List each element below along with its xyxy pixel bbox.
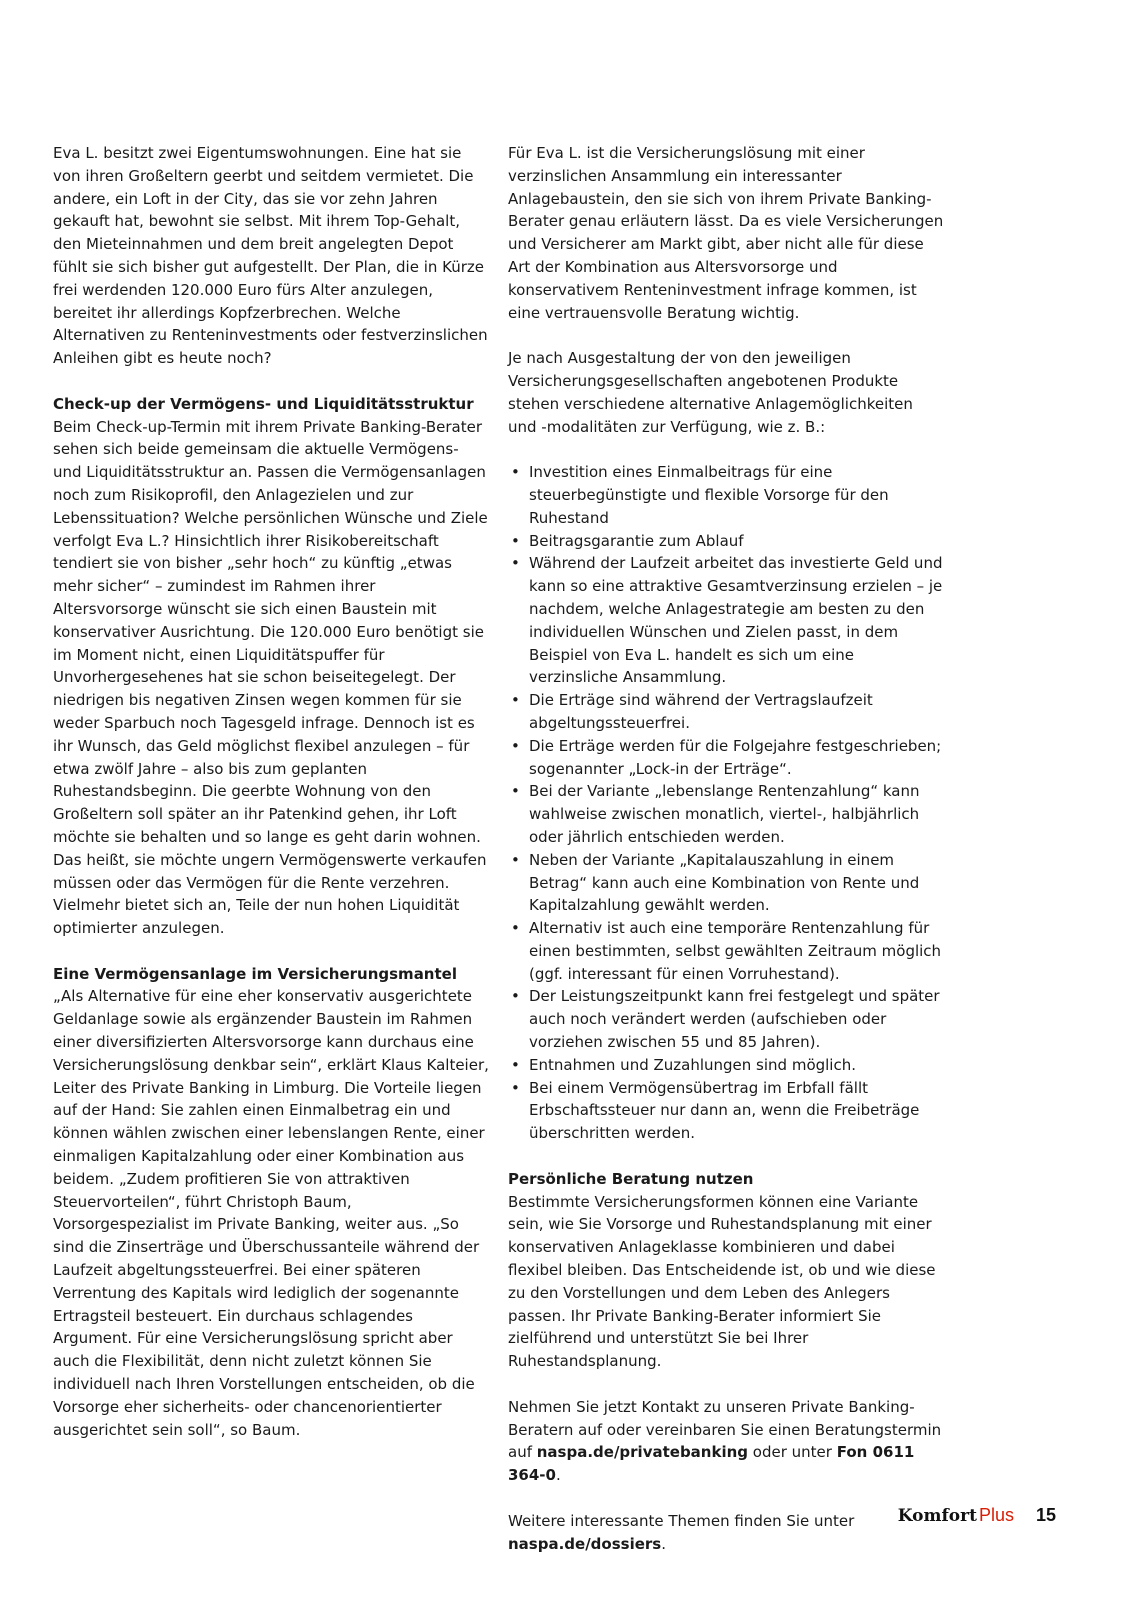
beratung-paragraph: Bestimmte Versicherungsformen können eine Variante sein, wie Sie Vorsorge und Ruhestandsplanung mit einer konservativen Anlageklasse kombinieren und dabei flexibel bleiben. Das Entscheidende ist, ob und wie diese zu den Vorstellungen und dem Leben des Anlegers passen. Ihr Private Banking-Berater informiert Sie zielführend und unterstützt Sie bei Ihrer Ruhestandsplanung. xyxy=(508,1192,936,1371)
contact-text: Nehmen Sie jetzt Kontakt zu unseren Private Banking-Beratern auf oder vereinbaren Sie einen Beratungstermin auf xyxy=(508,1397,942,1462)
brand-plus: Plus xyxy=(978,1505,1014,1525)
list-item: • Investition eines Einmalbeitrags für eine steuerbegünstigte und flexible Vorsorge für den Ruhestand xyxy=(508,461,944,529)
section-heading-versicherungsmantel: Eine Vermögensanlage im Versicherungsmantel xyxy=(53,964,457,983)
more-topics-text: Weitere interessante Themen finden Sie unter xyxy=(508,1511,855,1530)
section-heading-checkup: Check-up der Vermögens- und Liquiditätsstruktur xyxy=(53,394,474,413)
versicherungsmantel-paragraph: „Als Alternative für eine eher konservativ ausgerichtete Geldanlage sowie als ergänzender Baustein im Rahmen einer diversifizierten Altersvorsorge kann durchaus eine Versicherungslösung denkbar sein“, erklärt Klaus Kalteier, Leiter des Private Banking in Limburg. Die Vorteile liegen auf der Hand: Sie zahlen einen Einmalbetrag ein und können wählen zwischen einer lebenslangen Rente, einer einmaligen Kapitalzahlung oder einer Kombination aus beidem. „Zudem profitieren Sie von attraktiven Steuervorteilen“, führt Christoph Baum, Vorsorgespezialist im Private Banking, weiter aus. „So sind die Zinserträge und Überschussanteile während der Laufzeit abgeltungssteuerfrei. Bei einer späteren Verrentung des Kapitals wird lediglich der sogenannte Ertragsteil besteuert. Ein durchaus schlagendes Argument. Für eine Versicherungslösung spricht aber auch die Flexibilität, denn nicht zuletzt können Sie individuell nach Ihren Vorstellungen entscheiden, ob die Vorsorge eher sicherheits- oder chancenorientierter ausgerichtet sein soll“, so Baum. xyxy=(53,987,489,1439)
list-item: • Bei einem Vermögensübertrag im Erbfall fällt Erbschaftssteuer nur dann an, wenn die Freibeträge überschritten werden. xyxy=(508,1077,944,1145)
list-item: • Während der Laufzeit arbeitet das investierte Geld und kann so eine attraktive Gesamtverzinsung erzielen – je nachdem, welche Anlagestrategie am besten zu den individuellen Wünschen und Zielen passt, in dem Beispiel von Eva L. handelt es sich um eine verzinsliche Ansammlung. xyxy=(508,552,944,689)
brand-komfort: Komfort xyxy=(897,1506,977,1526)
list-item: • Der Leistungszeitpunkt kann frei festgelegt und später auch noch verändert werden (aufschieben oder vorziehen zwischen 55 und 85 Jahren). xyxy=(508,985,944,1053)
list-item: • Alternativ ist auch eine temporäre Rentenzahlung für einen bestimmten, selbst gewählten Zeitraum möglich (ggf. interessant für einen Vorruhestand). xyxy=(508,917,944,985)
right-column xyxy=(508,142,944,1555)
contact-text: oder unter xyxy=(748,1443,837,1462)
contact-paragraph xyxy=(508,1396,944,1487)
eva-paragraph: Für Eva L. ist die Versicherungslösung mit einer verzinslichen Ansammlung ein interessanter Anlagebaustein, den sie sich von ihrem Private Banking-Berater genau erläutern lässt. Da es viele Versicherungen und Versicherer am Markt gibt, aber nicht alle für diese Art der Kombination aus Altersvorsorge und konservativem Renteninvestment infrage kommen, ist eine vertrauensvolle Beratung wichtig. xyxy=(508,144,944,322)
contact-text: . xyxy=(555,1466,561,1485)
list-item: • Entnahmen und Zuzahlungen sind möglich. xyxy=(508,1054,944,1077)
list-item: • Die Erträge sind während der Vertragslaufzeit abgeltungssteuerfrei. xyxy=(508,689,944,735)
dossiers-link[interactable]: naspa.de/dossiers xyxy=(508,1534,662,1553)
options-list xyxy=(508,461,944,1145)
privatebanking-link[interactable]: naspa.de/privatebanking xyxy=(536,1443,749,1462)
list-item: • Die Erträge werden für die Folgejahre festgeschrieben; sogenannter „Lock-in der Erträge“. xyxy=(508,735,944,781)
more-topics-paragraph xyxy=(508,1510,944,1556)
page-footer xyxy=(898,1505,1056,1526)
page-number: 15 xyxy=(1035,1505,1056,1525)
list-item: • Beitragsgarantie zum Ablauf xyxy=(508,530,944,553)
more-topics-text: . xyxy=(661,1534,666,1553)
list-item: • Bei der Variante „lebenslange Rentenzahlung“ kann wahlweise zwischen monatlich, viertel-, halbjährlich oder jährlich entschieden werden. xyxy=(508,780,944,848)
options-intro-paragraph: Je nach Ausgestaltung der von den jeweiligen Versicherungsgesellschaften angebotenen Produkte stehen verschiedene alternative Anlagemöglichkeiten und -modalitäten zur Verfügung, wie z. B.: xyxy=(508,349,913,436)
list-item: • Neben der Variante „Kapitalauszahlung in einem Betrag“ kann auch eine Kombination von Rente und Kapitalzahlung gewählt werden. xyxy=(508,849,944,917)
phone-number: Fon 0611 364-0 xyxy=(508,1443,915,1485)
checkup-paragraph: Beim Check-up-Termin mit ihrem Private Banking-Berater sehen sich beide gemeinsam die aktuelle Vermögens- und Liquiditätsstruktur an. Passen die Vermögensanlagen noch zum Risikoprofil, den Anlagezielen und zur Lebenssituation? Welche persönlichen Wünsche und Ziele verfolgt Eva L.? Hinsichtlich ihrer Risikobereitschaft tendiert sie von bisher „sehr hoch“ zu künftig „etwas mehr sicher“ – zumindest im Rahmen ihrer Altersvorsorge wünscht sie sich einen Baustein mit konservativer Ausrichtung. Die 120.000 Euro benötigt sie im Moment nicht, einen Liquiditätspuffer für Unvorhergesehenes hat sie schon beiseitegelegt. Der niedrigen bis negativen Zinsen wegen kommen für sie weder Sparbuch noch Tagesgeld infrage. Dennoch ist es ihr Wunsch, das Geld möglichst flexibel anzulegen – für etwa zwölf Jahre – also bis zum geplanten Ruhestandsbeginn. Die geerbte Wohnung von den Großeltern soll später an ihr Patenkind gehen, ihr Loft möchte sie behalten und so lange es geht darin wohnen. Das heißt, sie möchte ungern Vermögenswerte verkaufen müssen oder das Vermögen für die Rente verzehren. Vielmehr bietet sich an, Teile der nun hohen Liquidität optimierter anzulegen. xyxy=(53,417,488,938)
intro-paragraph: Eva L. besitzt zwei Eigentumswohnungen. Eine hat sie von ihren Großeltern geerbt und seitdem vermietet. Die andere, ein Loft in der City, das sie vor zehn Jahren gekauft hat, bewohnt sie selbst. Mit ihrem Top-Gehalt, den Mieteinnahmen und dem breit angelegten Depot fühlt sie sich bisher gut aufgestellt. Der Plan, die in Kürze frei werdenden 120.000 Euro fürs Alter anzulegen, bereitet ihr allerdings Kopfzerbrechen. Welche Alternativen zu Renteninvestments oder festverzinslichen Anleihen gibt es heute noch? xyxy=(53,144,488,368)
section-heading-beratung: Persönliche Beratung nutzen xyxy=(508,1169,754,1188)
left-column xyxy=(53,142,489,1441)
